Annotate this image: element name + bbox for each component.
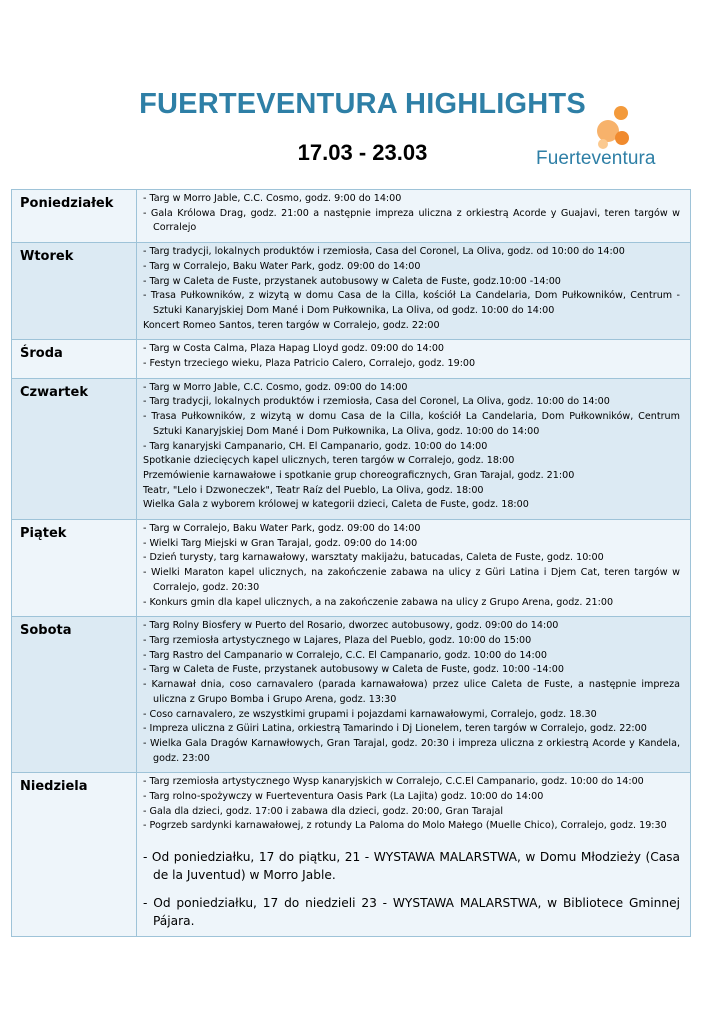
day-events bbox=[137, 340, 691, 378]
day-events bbox=[137, 378, 691, 519]
page-title: FUERTEVENTURA HIGHLIGHTS bbox=[139, 88, 586, 120]
schedule-row bbox=[12, 617, 691, 773]
event-item: - Targ w Costa Calma, Plaza Hapag Lloyd godz. 09:00 do 14:00 bbox=[143, 343, 445, 355]
event-item: Spotkanie dziecięcych kapel ulicznych, teren targów w Corralejo, godz. 18:00 bbox=[143, 455, 515, 467]
schedule-row bbox=[12, 190, 691, 243]
day-name: Piątek bbox=[12, 520, 137, 617]
event-item: - Targ w Caleta de Fuste, przystanek autobusowy w Caleta de Fuste, godz.10:00 -14:00 bbox=[143, 275, 561, 287]
schedule-row bbox=[12, 243, 691, 340]
event-item: - Wielki Maraton kapel ulicznych, na zakończenie zabawa na ulicy z Güri Latina i Djem Cat, teren targów w Corralejo, godz. 20:30 bbox=[143, 567, 680, 593]
schedule-row bbox=[12, 340, 691, 378]
event-item: - Pogrzeb sardynki karnawałowej, z rotundy La Paloma do Molo Małego (Muelle Chico), Corralejo, godz. 19:30 bbox=[143, 820, 667, 832]
exhibition-item: - Od poniedziałku, 17 do niedzieli 23 - WYSTAWA MALARSTWA, w Bibliotece Gminnej Pájara. bbox=[143, 896, 680, 929]
day-name: Sobota bbox=[12, 617, 137, 773]
exhibition-item: - Od poniedziałku, 17 do piątku, 21 - WYSTAWA MALARSTWA, w Domu Młodzieży (Casa de la Juventud) w Morro Jable. bbox=[143, 850, 680, 883]
event-item: Teatr, "Lelo i Dzwoneczek", Teatr Raíz del Pueblo, La Oliva, godz. 18:00 bbox=[143, 484, 484, 496]
event-item: - Targ tradycji, lokalnych produktów i rzemiosła, Casa del Coronel, La Oliva, godz. 10:00 do 14:00 bbox=[143, 396, 610, 408]
event-item: - Targ w Corralejo, Baku Water Park, godz. 09:00 do 14:00 bbox=[143, 260, 421, 272]
logo-text: Fuerteventura bbox=[536, 148, 656, 169]
day-name: Poniedziałek bbox=[12, 190, 137, 243]
event-item: - Impreza uliczna z Güiri Latina, orkiestrą Tamarindo i Dj Lionelem, teren targów w Corralejo, godz. 22:00 bbox=[143, 723, 647, 735]
fuerteventura-logo bbox=[534, 104, 694, 174]
event-item: - Targ rzemiosła artystycznego w Lajares, Plaza del Pueblo, godz. 10:00 do 15:00 bbox=[143, 634, 532, 646]
schedule-row bbox=[12, 773, 691, 937]
date-range: 17.03 - 23.03 bbox=[297, 140, 428, 165]
schedule-table bbox=[11, 189, 691, 937]
event-item: Wielka Gala z wyborem królowej w kategorii dzieci, Caleta de Fuste, godz. 18:00 bbox=[143, 499, 529, 511]
logo-sun-icon bbox=[586, 104, 636, 154]
day-events bbox=[137, 617, 691, 773]
event-item: - Gala dla dzieci, godz. 17:00 i zabawa dla dzieci, godz. 20:00, Gran Tarajal bbox=[143, 805, 504, 817]
event-item: - Coso carnavalero, ze wszystkimi grupami i pojazdami karnawałowymi, Corralejo, godz. 18.30 bbox=[143, 708, 597, 720]
event-item: - Targ w Caleta de Fuste, przystanek autobusowy w Caleta de Fuste, godz. 10:00 -14:00 bbox=[143, 664, 564, 676]
event-item: - Konkurs gmin dla kapel ulicznych, a na zakończenie zabawa na ulicy z Grupo Arena, godz. 21:00 bbox=[143, 596, 614, 608]
event-item: - Targ w Corralejo, Baku Water Park, godz. 09:00 do 14:00 bbox=[143, 523, 421, 535]
event-item: - Wielka Gala Dragów Karnawłowych, Gran Tarajal, godz. 20:30 i impreza uliczna z orkiestrą Acorde y Kandela, godz. 23:00 bbox=[143, 737, 680, 764]
event-item: - Targ tradycji, lokalnych produktów i rzemiosła, Casa del Coronel, La Oliva, godz. od 10:00 do 14:00 bbox=[143, 246, 625, 258]
event-item: - Dzień turysty, targ karnawałowy, warsztaty makijażu, batucadas, Caleta de Fuste, godz. 10:00 bbox=[143, 552, 604, 564]
event-item: - Gala Królowa Drag, godz. 21:00 a następnie impreza uliczna z orkiestrą Acorde y Guajavi, teren targów w Corralejo bbox=[143, 207, 680, 234]
event-item: Koncert Romeo Santos, teren targów w Corralejo, godz. 22:00 bbox=[143, 319, 440, 331]
event-item: - Targ Rastro del Campanario w Corralejo, C.C. El Campanario, godz. 10:00 do 14:00 bbox=[143, 649, 547, 661]
day-events bbox=[137, 243, 691, 340]
schedule-row bbox=[12, 520, 691, 617]
day-name: Czwartek bbox=[12, 378, 137, 519]
day-events bbox=[137, 520, 691, 617]
schedule-row bbox=[12, 378, 691, 519]
event-item: - Targ kanaryjski Campanario, CH. El Campanario, godz. 10:00 do 14:00 bbox=[143, 440, 488, 452]
day-name: Wtorek bbox=[12, 243, 137, 340]
event-item: - Trasa Pułkowników, z wizytą w domu Casa de la Cilla, kościół La Candelaria, Dom Pułkowników, Centrum Sztuki Kanaryjskiej Dom Mané i Dom Pułkownika, La Oliva, godz. 10:00 do 14:00 bbox=[143, 411, 680, 437]
day-events bbox=[137, 190, 691, 243]
event-item: - Karnawał dnia, coso carnavalero (parada karnawałowa) przez ulice Caleta de Fuste, a następnie impreza uliczna z Grupo Bomba i Grupo Arena, godz. 13:30 bbox=[143, 679, 680, 705]
event-item: - Targ w Morro Jable, C.C. Cosmo, godz. 9:00 do 14:00 bbox=[143, 193, 402, 204]
day-events bbox=[137, 773, 691, 937]
event-item: - Festyn trzeciego wieku, Plaza Patricio Calero, Corralejo, godz. 19:00 bbox=[143, 358, 476, 370]
day-name: Środa bbox=[12, 340, 137, 378]
event-item: - Targ w Morro Jable, C.C. Cosmo, godz. 09:00 do 14:00 bbox=[143, 381, 408, 393]
event-item: - Targ rzemiosła artystycznego Wysp kanaryjskich w Corralejo, C.C.El Campanario, godz. 10:00 do 14:00 bbox=[143, 776, 644, 788]
event-item: - Targ Rolny Biosfery w Puerto del Rosario, dworzec autobusowy, godz. 09:00 do 14:00 bbox=[143, 620, 559, 632]
event-item: - Trasa Pułkowników, z wizytą w domu Casa de la Cilla, kościół La Candelaria, Dom Pułkowników, Centrum - Sztuki Kanaryjskiej Dom Mané i Dom Pułkownika, La Oliva, od godz. 10:00 do 14:00 bbox=[143, 290, 680, 316]
event-item: - Wielki Targ Miejski w Gran Tarajal, godz. 09:00 do 14:00 bbox=[143, 537, 418, 549]
day-name: Niedziela bbox=[12, 773, 137, 937]
event-item: - Targ rolno-spożywczy w Fuerteventura Oasis Park (La Lajita) godz. 10:00 do 14:00 bbox=[143, 791, 544, 803]
event-item: Przemówienie karnawałowe i spotkanie grup choreograficznych, Gran Tarajal, godz. 21:00 bbox=[143, 469, 575, 481]
